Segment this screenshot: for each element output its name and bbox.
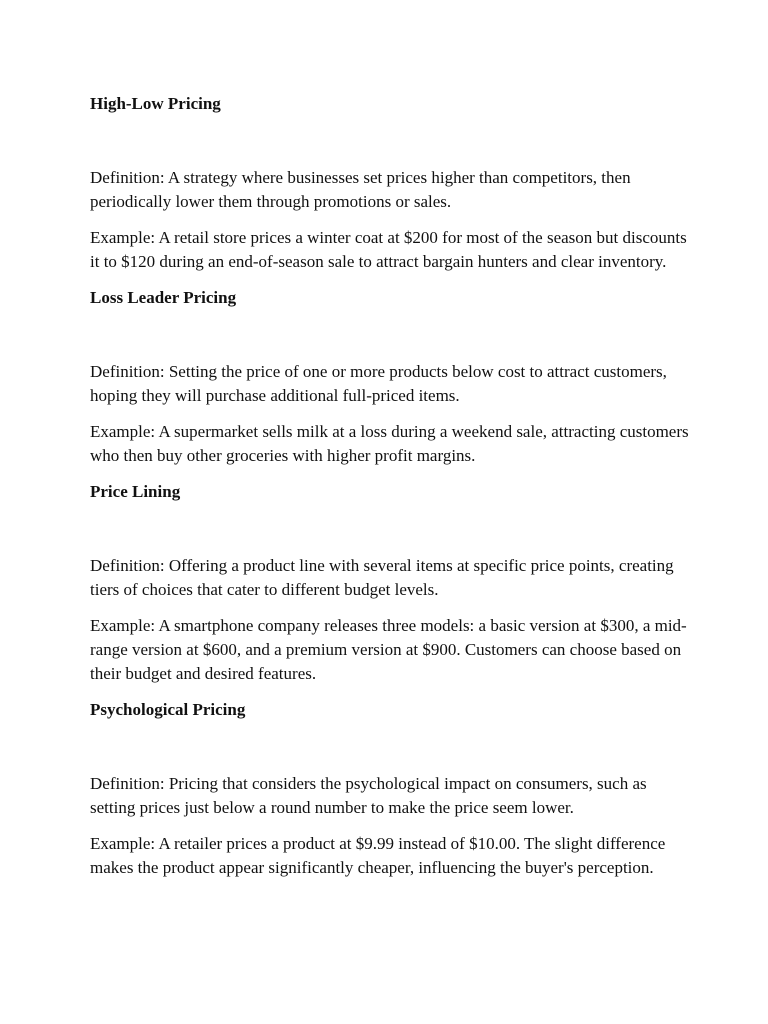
- section-loss-leader-pricing: [90, 286, 690, 468]
- section-price-lining: [90, 480, 690, 686]
- example-paragraph: Example: A retail store prices a winter coat at $200 for most of the season but discounts it to $120 during an end-of-season sale to attract bargain hunters and clear inventory.: [90, 228, 687, 271]
- section-psychological-pricing: [90, 698, 690, 880]
- example-paragraph: Example: A smartphone company releases three models: a basic version at $300, a mid-range version at $600, and a premium version at $900. Customers can choose based on their budget and desired features.: [90, 616, 687, 683]
- definition-paragraph: Definition: Setting the price of one or more products below cost to attract customers, hoping they will purchase additional full-priced items.: [90, 362, 667, 405]
- section-heading: Price Lining: [90, 482, 181, 501]
- section-heading: Loss Leader Pricing: [90, 288, 237, 307]
- definition-paragraph: Definition: Offering a product line with several items at specific price points, creating tiers of choices that cater to different budget levels.: [90, 556, 674, 599]
- example-paragraph: Example: A retailer prices a product at $9.99 instead of $10.00. The slight difference makes the product appear significantly cheaper, influencing the buyer's perception.: [90, 834, 666, 877]
- definition-paragraph: Definition: Pricing that considers the psychological impact on consumers, such as setting prices just below a round number to make the price seem lower.: [90, 774, 647, 817]
- section-high-low-pricing: [90, 92, 690, 274]
- example-paragraph: Example: A supermarket sells milk at a loss during a weekend sale, attracting customers who then buy other groceries with higher profit margins.: [90, 422, 689, 465]
- section-heading: High-Low Pricing: [90, 94, 221, 113]
- section-heading: Psychological Pricing: [90, 700, 246, 719]
- document-page: [90, 92, 690, 892]
- definition-paragraph: Definition: A strategy where businesses set prices higher than competitors, then periodically lower them through promotions or sales.: [90, 168, 631, 211]
